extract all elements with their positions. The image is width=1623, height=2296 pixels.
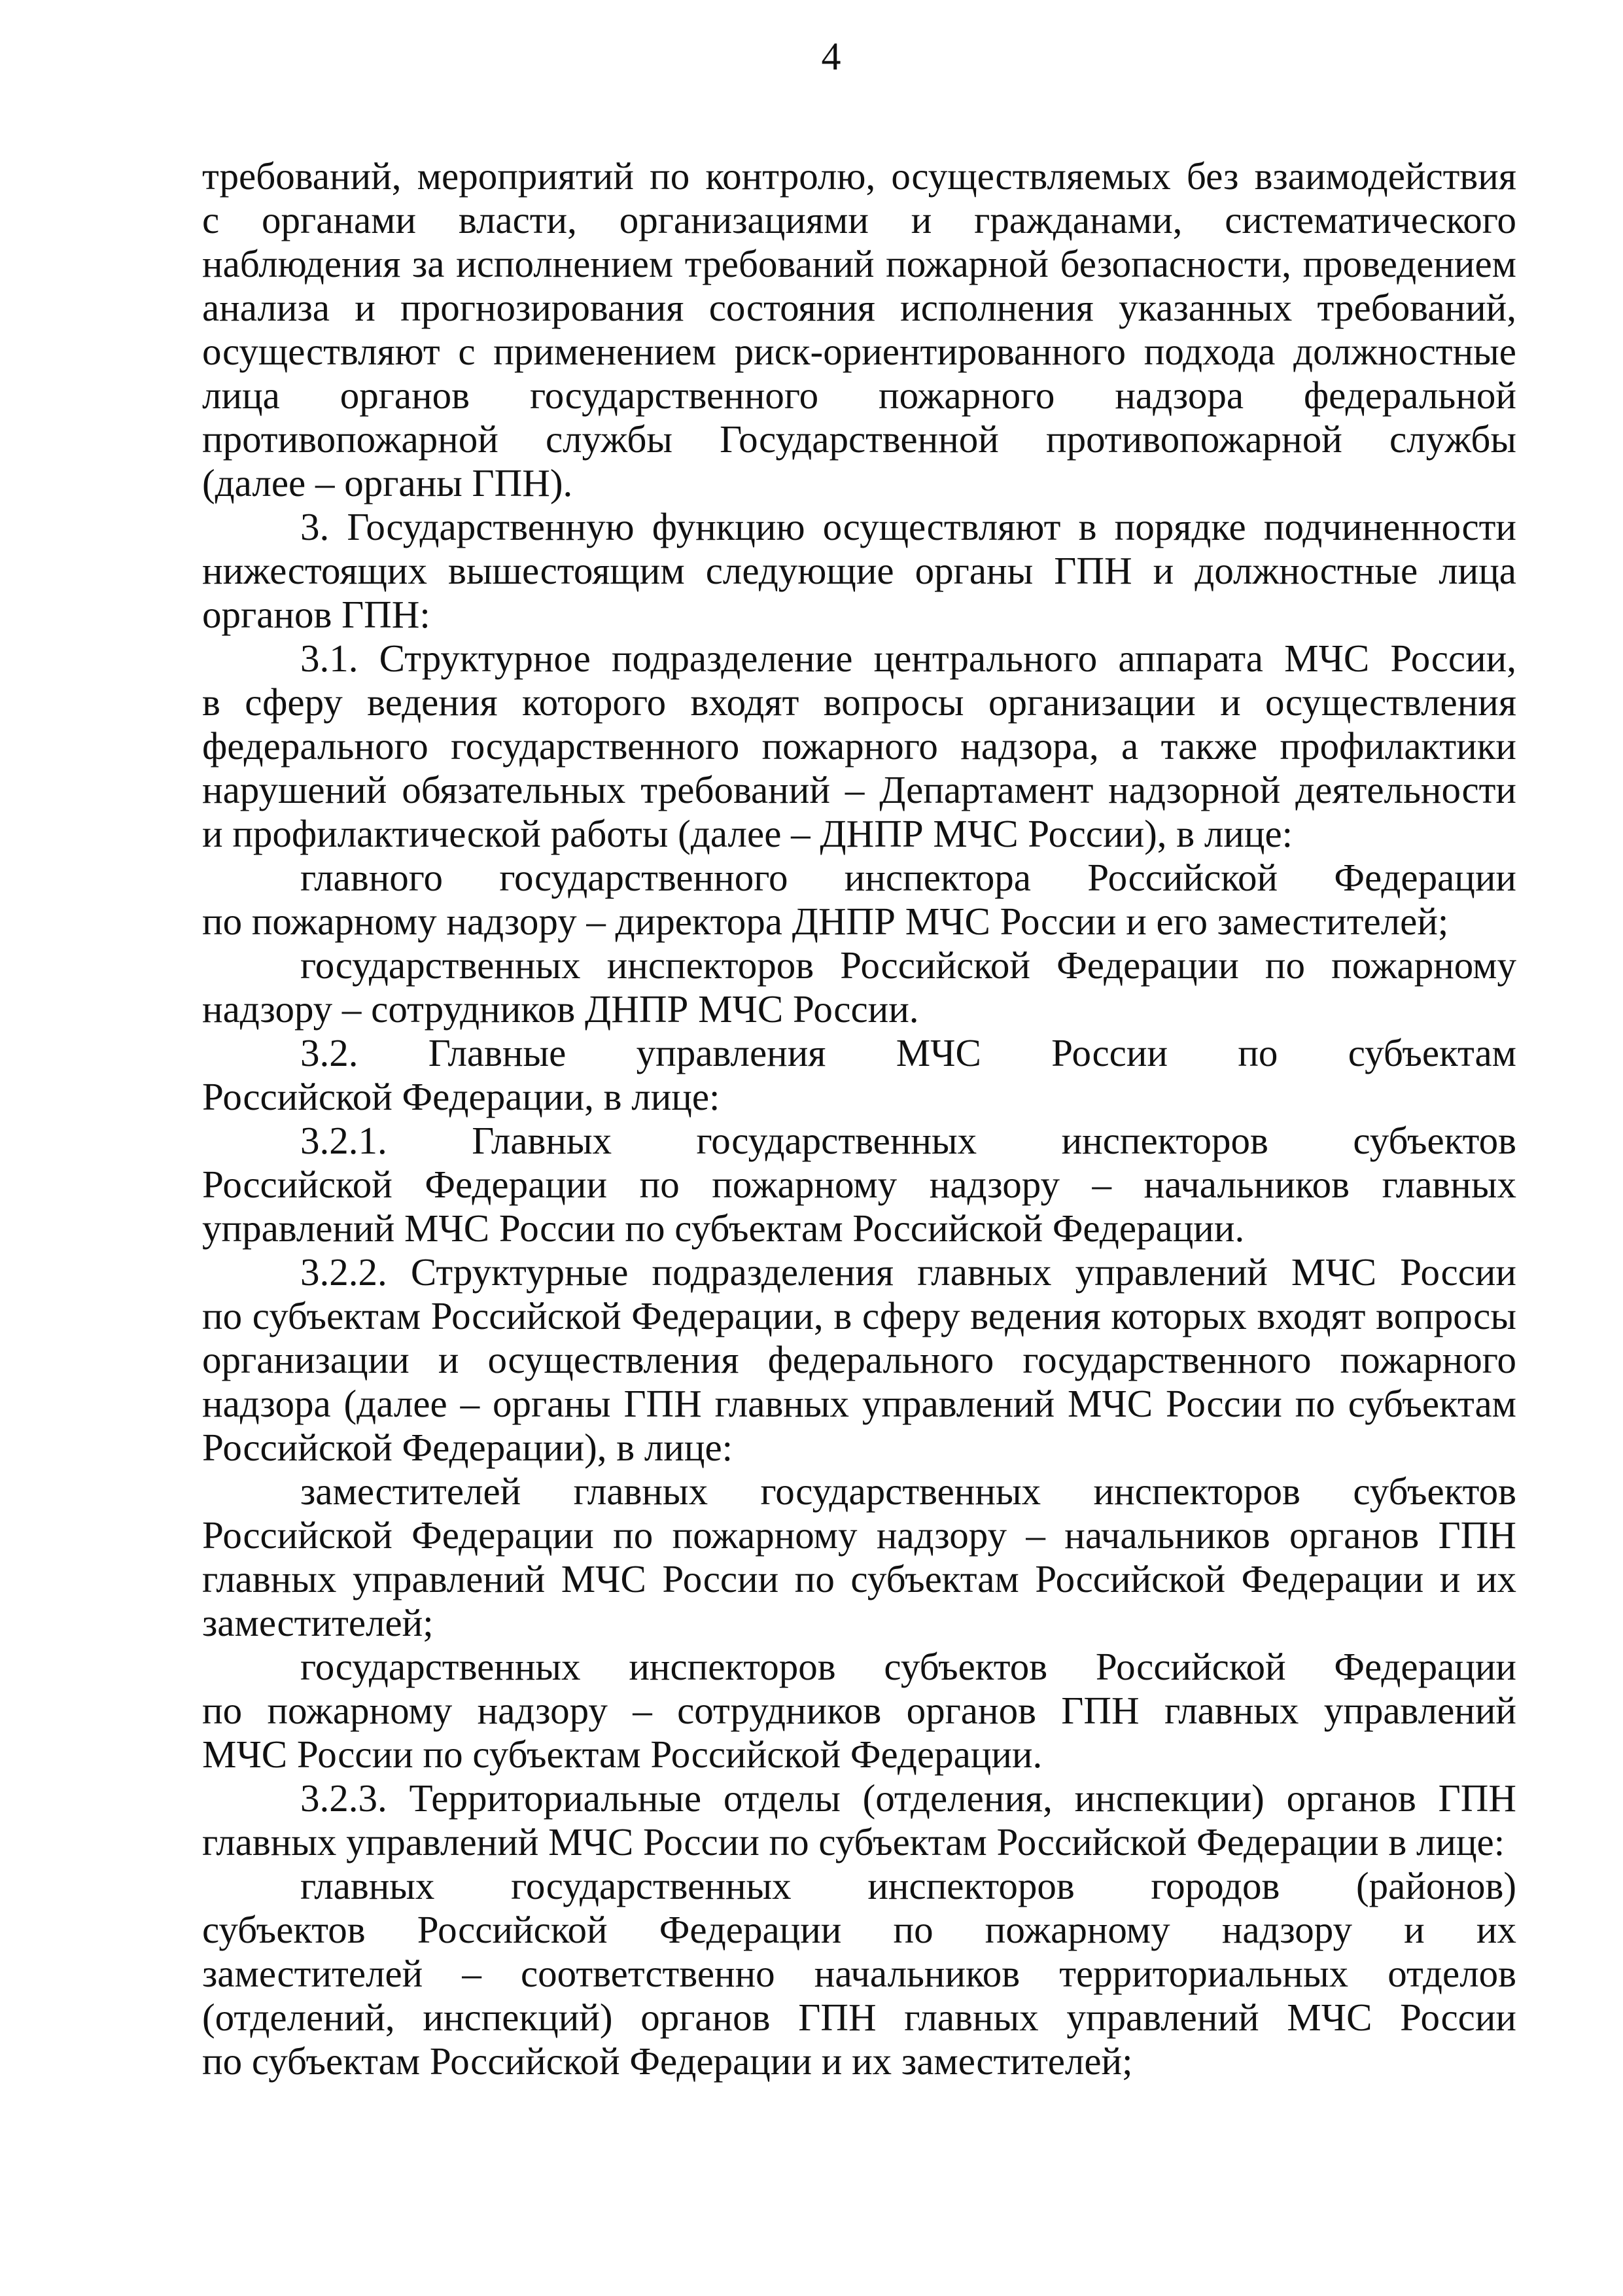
- text-line: требований, мероприятий по контролю, осуществляемых без взаимодействия: [202, 154, 1516, 198]
- text-line: по субъектам Российской Федерации и их заместителей;: [202, 2040, 1133, 2083]
- text-line: заместителей главных государственных инспекторов субъектов: [300, 1470, 1516, 1513]
- page-number: 4: [821, 35, 841, 78]
- text-line: (далее – органы ГПН).: [202, 461, 573, 504]
- text-line: наблюдения за исполнением требований пожарной безопасности, проведением: [202, 242, 1516, 285]
- text-line: противопожарной службы Государственной противопожарной службы: [202, 417, 1516, 461]
- text-line: нижестоящих вышестоящим следующие органы ГПН и должностные лица: [202, 549, 1516, 592]
- text-line: 3.2.3. Территориальные отделы (отделения, инспекции) органов ГПН: [300, 1776, 1516, 1820]
- text-line: 3.2. Главные управления МЧС России по субъектам: [300, 1031, 1516, 1074]
- text-line: главных управлений МЧС России по субъектам Российской Федерации и их: [202, 1557, 1516, 1600]
- text-line: организации и осуществления федерального государственного пожарного: [202, 1338, 1516, 1381]
- text-line: федерального государственного пожарного надзора, а также профилактики: [202, 724, 1516, 768]
- text-line: по пожарному надзору – сотрудников органов ГПН главных управлений: [202, 1689, 1516, 1732]
- text-line: с органами власти, организациями и гражданами, систематического: [202, 198, 1516, 241]
- text-line: органов ГПН:: [202, 593, 430, 636]
- text-line: и профилактической работы (далее – ДНПР МЧС России), в лице:: [202, 812, 1293, 855]
- text-line: в сферу ведения которого входят вопросы организации и осуществления: [202, 680, 1516, 724]
- text-line: 3.2.1. Главных государственных инспекторов субъектов: [300, 1119, 1516, 1162]
- text-line: по субъектам Российской Федерации, в сферу ведения которых входят вопросы: [202, 1294, 1516, 1337]
- text-line: главных государственных инспекторов городов (районов): [300, 1864, 1516, 1907]
- text-line: 3. Государственную функцию осуществляют в порядке подчиненности: [300, 505, 1516, 548]
- text-line: нарушений обязательных требований – Департамент надзорной деятельности: [202, 768, 1516, 811]
- text-line: по пожарному надзору – директора ДНПР МЧС России и его заместителей;: [202, 900, 1449, 943]
- text-line: (отделений, инспекций) органов ГПН главных управлений МЧС России: [202, 1996, 1516, 2039]
- text-line: МЧС России по субъектам Российской Федерации.: [202, 1733, 1043, 1776]
- text-line: Российской Федерации по пожарному надзору – начальников главных: [202, 1163, 1516, 1206]
- text-line: государственных инспекторов субъектов Российской Федерации: [300, 1645, 1516, 1688]
- text-line: Российской Федерации), в лице:: [202, 1426, 733, 1469]
- text-line: Российской Федерации, в лице:: [202, 1075, 720, 1118]
- text-line: осуществляют с применением риск-ориентированного подхода должностные: [202, 330, 1516, 373]
- text-line: главных управлений МЧС России по субъектам Российской Федерации в лице:: [202, 1820, 1505, 1863]
- text-line: заместителей – соответственно начальников территориальных отделов: [202, 1952, 1516, 1995]
- text-line: заместителей;: [202, 1601, 434, 1644]
- text-line: субъектов Российской Федерации по пожарному надзору и их: [202, 1908, 1516, 1951]
- text-line: главного государственного инспектора Российской Федерации: [300, 856, 1516, 899]
- text-line: надзору – сотрудников ДНПР МЧС России.: [202, 987, 919, 1031]
- text-line: управлений МЧС России по субъектам Российской Федерации.: [202, 1207, 1245, 1250]
- text-line: надзора (далее – органы ГПН главных управлений МЧС России по субъектам: [202, 1382, 1516, 1425]
- text-line: анализа и прогнозирования состояния исполнения указанных требований,: [202, 286, 1516, 329]
- text-line: Российской Федерации по пожарному надзору – начальников органов ГПН: [202, 1513, 1516, 1557]
- text-line: лица органов государственного пожарного надзора федеральной: [202, 374, 1516, 417]
- document-body: [202, 154, 1516, 2083]
- text-line: государственных инспекторов Российской Федерации по пожарному: [300, 944, 1516, 987]
- text-line: 3.2.2. Структурные подразделения главных управлений МЧС России: [300, 1250, 1516, 1294]
- text-line: 3.1. Структурное подразделение центрального аппарата МЧС России,: [300, 637, 1516, 680]
